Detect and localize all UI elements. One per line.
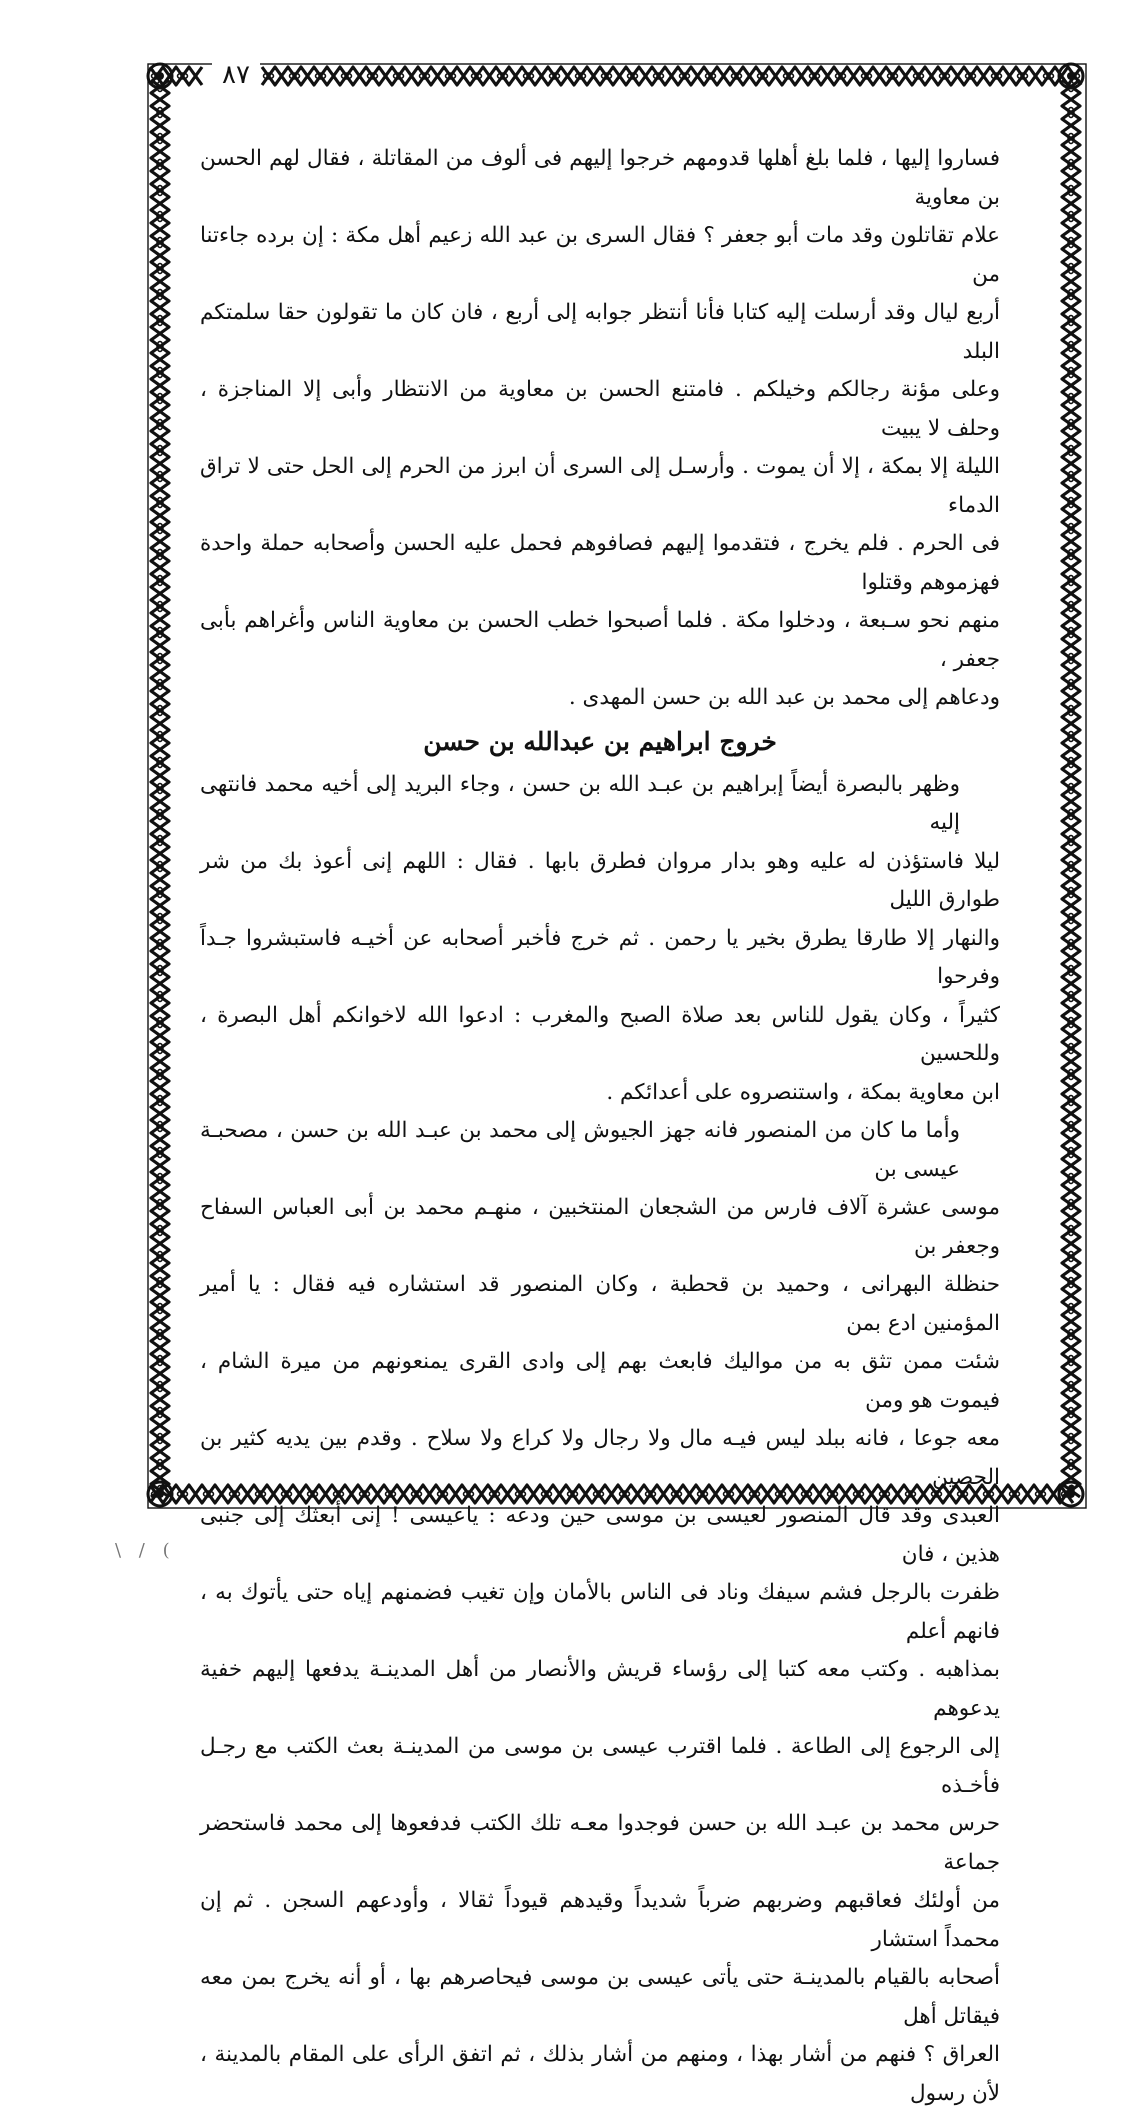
text-line: من أولئك فعاقبهم وضربهم ضرباً شديداً وقيدهم قيوداً ثقالا ، وأودعهم السجن . ثم إن محمداً استشار xyxy=(200,1888,1000,1952)
paragraph-1 xyxy=(200,140,1000,718)
text-line: حنظلة البهرانى ، وحميد بن قحطبة ، وكان المنصور قد استشاره فيه فقال : يا أمير المؤمنين ادع بمن xyxy=(200,1272,1000,1336)
chain-border-left xyxy=(151,80,169,1497)
text-line: موسى عشرة آلاف فارس من الشجعان المنتخبين ، منهـم محمد بن أبى العباس السفاح وجعفر بن xyxy=(200,1195,1000,1259)
text-line: أربع ليال وقد أرسلت إليه كتابا فأنا أنتظر جوابه إلى أربع ، فان كان ما تقولون حقا سلمتكم البلد xyxy=(200,300,1000,364)
text-line: فى الحرم . فلم يخرج ، فتقدموا إليهم فصافوهم فحمل عليه الحسن وأصحابه حملة واحدة فهزموهم وقتلوا xyxy=(200,531,1000,595)
text-line: وأما ما كان من المنصور فانه جهز الجيوش إلى محمد بن عبـد الله بن حسن ، مصحبـة عيسى بن xyxy=(200,1118,960,1182)
page-text xyxy=(200,140,1000,2113)
text-line: ابن معاوية بمكة ، واستنصروه على أعدائكم . xyxy=(606,1079,1000,1105)
text-line: أصحابه بالقيام بالمدينـة حتى يأتى عيسى بن موسى فيحاصرهم بها ، أو أنه يخرج بمن معه فيقاتل أهل xyxy=(200,1965,1000,2029)
paragraph-3 xyxy=(200,1112,1000,2113)
text-line: منهم نحو سـبعة ، ودخلوا مكة . فلما أصبحوا خطب الحسن بن معاوية الناس وأغراهم بأبى جعفر ، xyxy=(200,608,1000,672)
text-line: الليلة إلا بمكة ، إلا أن يموت . وأرسـل إلى السرى أن ابرز من الحرم إلى الحل حتى لا تراق الدماء xyxy=(200,454,1000,518)
text-line: والنهار إلا طارقا يطرق بخير يا رحمن . ثم خرج فأخبر أصحابه عن أخيـه فاستبشروا جـداً وفرحوا xyxy=(200,925,1000,989)
text-line: وعلى مؤنة رجالكم وخيلكم . فامتنع الحسن بن معاوية من الانتظار وأبى إلا المناجزة ، وحلف لا يبيت xyxy=(200,377,1000,441)
text-line: شئت ممن تثق به من مواليك فابعث بهم إلى وادى القرى يمنعونهم من ميرة الشام ، فيموت هو ومن xyxy=(200,1349,1000,1413)
text-line: فساروا إليها ، فلما بلغ أهلها قدومهم خرجوا إليهم فى ألوف من المقاتلة ، فقال لهم الحسن بن معاوية xyxy=(200,146,1000,210)
page-number: ٨٧ xyxy=(212,56,260,94)
text-line: علام تقاتلون وقد مات أبو جعفر ؟ فقال السرى بن عبد الله زعيم أهل مكة : إن برده جاءتنا من xyxy=(200,223,1000,287)
text-line: ليلا فاستؤذن له عليه وهو بدار مروان فطرق بابها . فقال : اللهم إنى أعوذ بك من شر طوارق الليل xyxy=(200,848,1000,912)
text-line: العبدى وقد قال المنصور لعيسى بن موسى حين ودعه : ياعيسى ! إنى أبعثك إلى جنبى هذين ، فان xyxy=(200,1503,1000,1567)
text-line: حرس محمد بن عبـد الله بن حسن فوجدوا معـه تلك الكتب فدفعوها إلى محمد فاستحضر جماعة xyxy=(200,1811,1000,1875)
scan-edge-marks: \ / ( xyxy=(115,1540,176,1561)
chain-border-right xyxy=(1062,80,1080,1497)
text-line: العراق ؟ فنهم من أشار بهذا ، ومنهم من أشار بذلك ، ثم اتفق الرأى على المقام بالمدينة ، لأن رسول xyxy=(200,2042,1000,2106)
text-line: ودعاهم إلى محمد بن عبد الله بن حسن المهدى . xyxy=(568,685,1000,710)
text-line: بمذاهبه . وكتب معه كتبا إلى رؤساء قريش والأنصار من أهل المدينـة يدفعها إليهم خفية يدعوهم xyxy=(200,1657,1000,1721)
text-line: كثيراً ، وكان يقول للناس بعد صلاة الصبح والمغرب : ادعوا الله لاخوانكم أهل البصرة ، وللحسين xyxy=(200,1002,1000,1066)
section-heading: خروج ابراهيم بن عبدالله بن حسن xyxy=(423,726,777,756)
text-line: ظفرت بالرجل فشم سيفك وناد فى الناس بالأمان وإن تغيب فضمنهم إياه حتى يأتوك به ، فانهم أعلم xyxy=(200,1580,1000,1644)
chain-border-top xyxy=(150,67,1081,85)
text-line: معه جوعا ، فانه ببلد ليس فيـه مال ولا رجال ولا كراع ولا سلاح . وقدم بين يديه كثير بن الحصين xyxy=(200,1426,1000,1490)
paragraph-2 xyxy=(200,766,1000,1113)
text-line: إلى الرجوع إلى الطاعة . فلما اقترب عيسى بن موسى من المدينـة بعث الكتب مع رجـل فأخـذه xyxy=(200,1734,1000,1798)
text-line: وظهر بالبصرة أيضاً إبراهيم بن عبـد الله بن حسن ، وجاء البريد إلى أخيه محمد فانتهى إليه xyxy=(200,771,960,835)
